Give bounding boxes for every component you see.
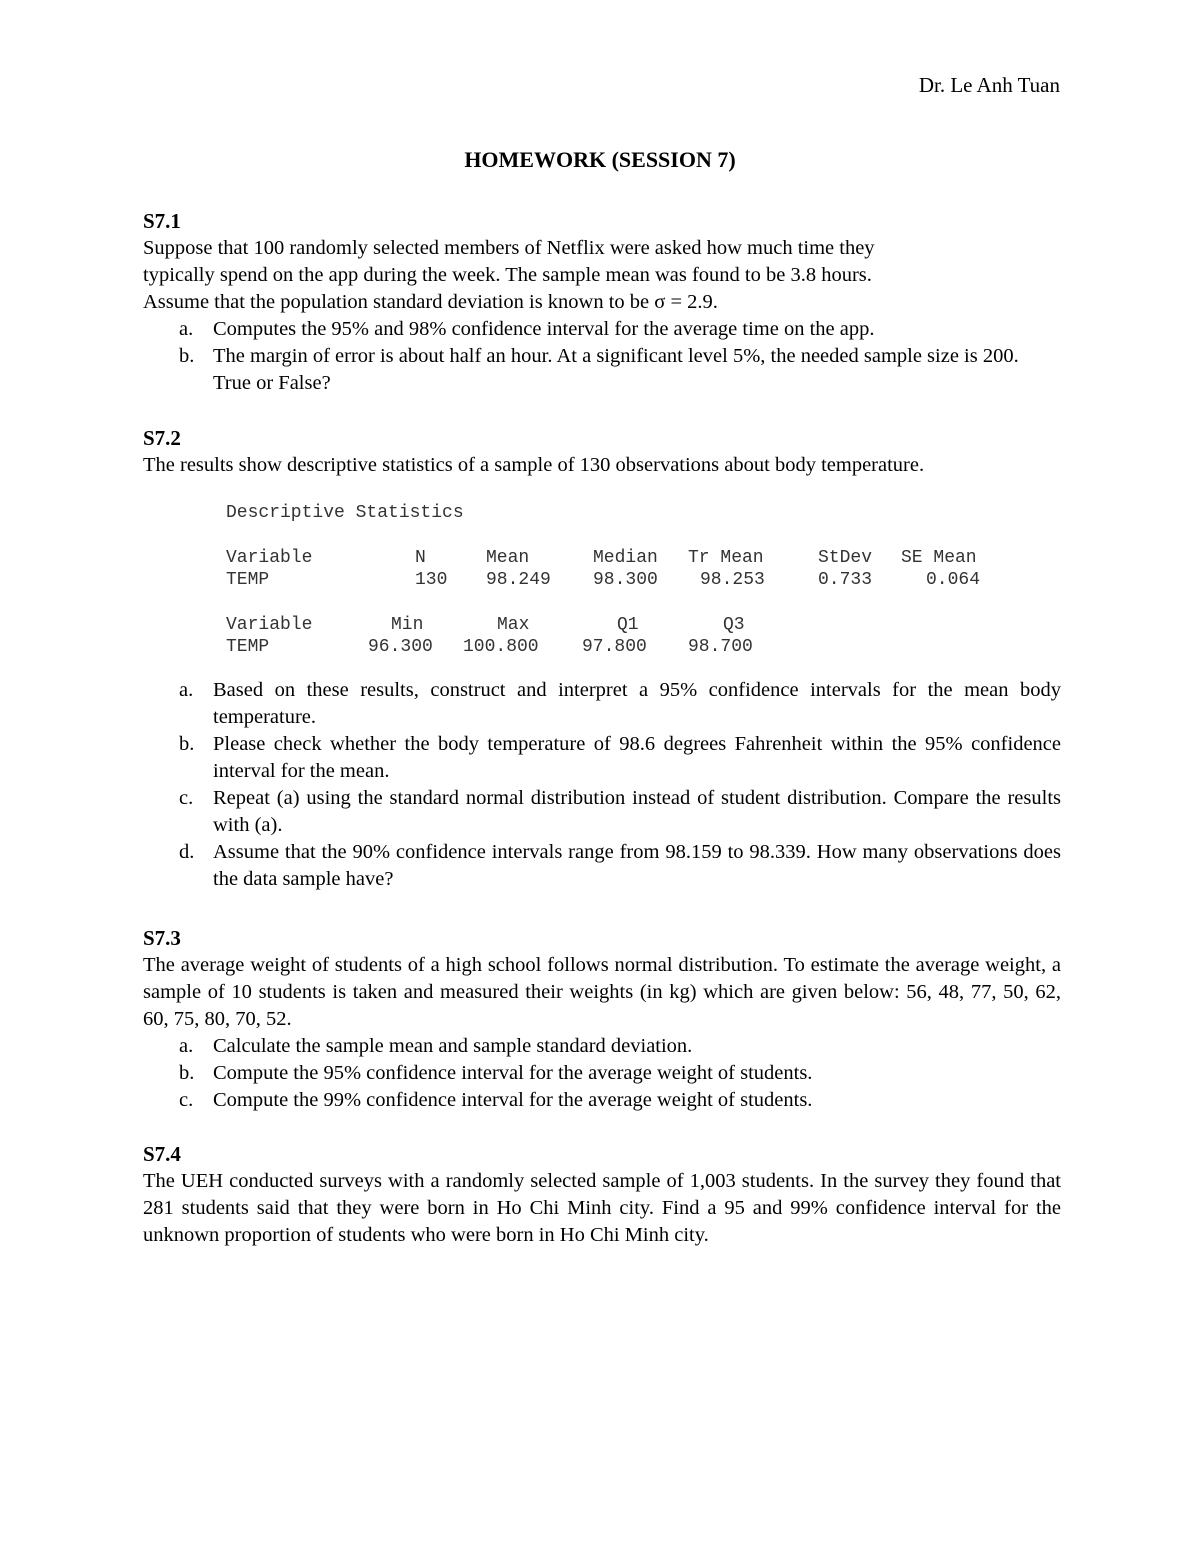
item-label: b.	[179, 1062, 195, 1084]
list-item	[143, 677, 1061, 731]
stats-data-row	[226, 636, 1061, 659]
item-label: a.	[179, 318, 194, 340]
item-text: Compute the 95% confidence interval for the average weight of students.	[213, 1062, 813, 1084]
stats-cell: TEMP	[226, 637, 270, 657]
stats-header-cell: Variable	[226, 614, 313, 635]
stats-cell: 100.800	[463, 637, 539, 657]
stats-cell: 0.733	[818, 570, 873, 590]
stats-header-cell: Mean	[486, 547, 530, 568]
item-label: b.	[179, 345, 195, 367]
descriptive-statistics-output	[226, 502, 1061, 659]
section-s7-1	[143, 208, 1061, 397]
stats-data-row	[226, 569, 1061, 592]
stats-cell: 98.249	[486, 570, 551, 590]
item-text: Based on these results, construct and interpret a 95% confidence intervals for the mean body temperature.	[213, 678, 1061, 728]
stats-header-cell: SE Mean	[901, 547, 977, 568]
item-label: a.	[179, 678, 194, 701]
stats-header-cell: StDev	[818, 547, 873, 568]
paragraph-line: Assume that the population standard deviation is known to be σ = 2.9.	[143, 291, 718, 313]
item-text: The margin of error is about half an hour. At a significant level 5%, the needed sample size is 200. True or False?	[213, 345, 1019, 394]
stats-cell: 98.700	[688, 637, 753, 657]
item-label: a.	[179, 1035, 194, 1057]
stats-cell: 98.253	[700, 570, 765, 590]
list-item	[143, 1033, 1061, 1060]
section-paragraph: The results show descriptive statistics of a sample of 130 observations about body temperature.	[143, 454, 925, 476]
section-heading: S7.2	[143, 426, 181, 450]
stats-cell: 0.064	[926, 570, 981, 590]
stats-header-cell: Median	[593, 547, 658, 568]
item-label: b.	[179, 732, 195, 755]
question-list	[143, 316, 1061, 397]
item-label: c.	[179, 1089, 194, 1111]
stats-title: Descriptive Statistics	[226, 503, 464, 523]
paragraph-line: Suppose that 100 randomly selected members of Netflix were asked how much time they	[143, 237, 875, 259]
section-s7-3	[143, 925, 1061, 1114]
stats-cell: 97.800	[582, 637, 647, 657]
item-text: Assume that the 90% confidence intervals range from 98.159 to 98.339. How many observations does the data sample have?	[213, 840, 1061, 890]
item-label: d.	[179, 840, 195, 863]
stats-header-cell: N	[415, 547, 426, 568]
stats-cell: 130	[415, 570, 448, 590]
stats-cell: TEMP	[226, 570, 270, 590]
stats-header-cell: Q3	[723, 614, 745, 635]
section-paragraph	[143, 235, 1061, 316]
item-text: Calculate the sample mean and sample standard deviation.	[213, 1035, 693, 1057]
question-list	[143, 1033, 1061, 1114]
section-heading: S7.1	[143, 209, 181, 233]
paragraph-line: typically spend on the app during the week. The sample mean was found to be 3.8 hours.	[143, 264, 872, 286]
page-title: HOMEWORK (SESSION 7)	[464, 147, 736, 172]
stats-header-row	[226, 547, 1061, 570]
list-item	[143, 343, 1061, 397]
stats-header-cell: Min	[391, 614, 424, 635]
stats-header-cell: Tr Mean	[688, 547, 764, 568]
section-paragraph: The average weight of students of a high school follows normal distribution. To estimate the average weight, a sample of 10 students is taken and measured their weights (in kg) which are given below: 56, 48, 77, 50, 62, 60, 75, 80, 70, 52.	[143, 954, 1061, 1030]
item-text: Compute the 99% confidence interval for the average weight of students.	[213, 1089, 813, 1111]
list-item	[143, 316, 1061, 343]
section-heading: S7.3	[143, 926, 181, 950]
list-item	[143, 839, 1061, 893]
section-s7-2	[143, 425, 1061, 893]
section-s7-4	[143, 1141, 1061, 1249]
section-heading: S7.4	[143, 1142, 181, 1166]
item-text: Computes the 95% and 98% confidence interval for the average time on the app.	[213, 318, 875, 340]
stats-cell: 98.300	[593, 570, 658, 590]
stats-header-cell: Variable	[226, 547, 313, 568]
item-label: c.	[179, 786, 194, 809]
stats-cell: 96.300	[368, 637, 433, 657]
question-list	[143, 677, 1061, 893]
item-text: Please check whether the body temperature of 98.6 degrees Fahrenheit within the 95% confidence interval for the mean.	[213, 732, 1061, 782]
stats-header-row	[226, 614, 1061, 637]
list-item	[143, 785, 1061, 839]
list-item	[143, 731, 1061, 785]
stats-header-cell: Max	[497, 614, 530, 635]
item-text: Repeat (a) using the standard normal distribution instead of student distribution. Compare the results with (a).	[213, 786, 1061, 836]
author-name: Dr. Le Anh Tuan	[918, 73, 1060, 97]
list-item	[143, 1060, 1061, 1087]
list-item	[143, 1087, 1061, 1114]
section-paragraph: The UEH conducted surveys with a randomly selected sample of 1,003 students. In the survey they found that 281 students said that they were born in Ho Chi Minh city. Find a 95 and 99% confidence interval for the unknown proportion of students who were born in Ho Chi Minh city.	[143, 1170, 1061, 1246]
stats-header-cell: Q1	[617, 614, 639, 635]
